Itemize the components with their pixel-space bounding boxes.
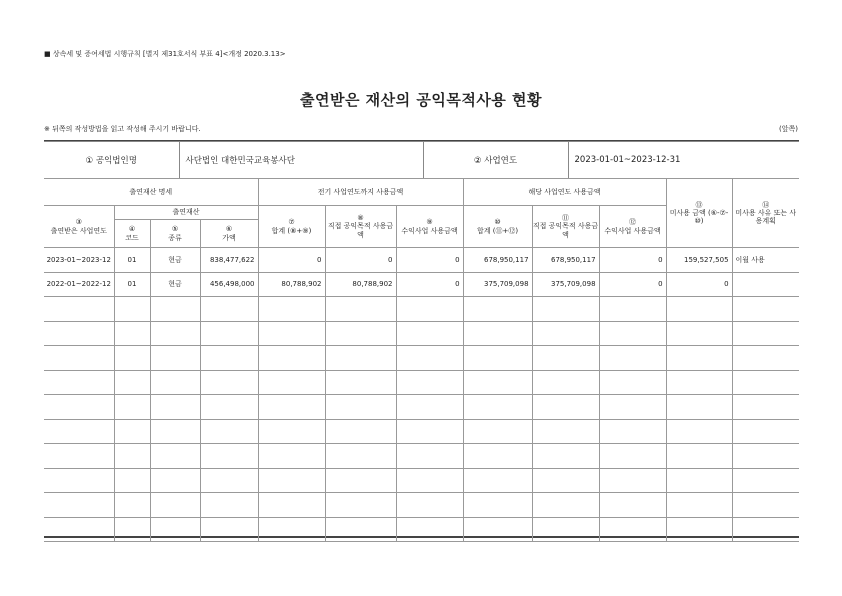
empty-cell xyxy=(114,297,150,322)
empty-cell xyxy=(325,346,396,371)
empty-table-row xyxy=(44,444,799,469)
empty-cell xyxy=(200,444,258,469)
empty-cell xyxy=(200,346,258,371)
prior-profit-cell: 0 xyxy=(396,272,463,297)
empty-cell xyxy=(200,321,258,346)
value-cell: 456,498,000 xyxy=(200,272,258,297)
empty-cell xyxy=(150,419,200,444)
empty-cell xyxy=(396,493,463,518)
empty-cell xyxy=(114,517,150,542)
empty-cell xyxy=(463,370,532,395)
empty-cell xyxy=(258,444,325,469)
empty-cell xyxy=(463,468,532,493)
empty-cell xyxy=(44,370,114,395)
empty-cell xyxy=(150,395,200,420)
empty-cell xyxy=(44,468,114,493)
col5-header xyxy=(150,220,200,248)
empty-cell xyxy=(732,346,799,371)
table-row xyxy=(44,248,799,273)
info-table xyxy=(44,141,799,179)
empty-cell xyxy=(325,419,396,444)
empty-cell xyxy=(732,297,799,322)
empty-cell xyxy=(150,444,200,469)
empty-cell xyxy=(532,370,599,395)
empty-cell xyxy=(732,468,799,493)
empty-cell xyxy=(150,468,200,493)
prior-direct-cell: 80,788,902 xyxy=(325,272,396,297)
unused-reason-cell: 이월 사용 xyxy=(732,248,799,273)
group-donation-header: 출연재산 명세 xyxy=(44,179,258,206)
empty-cell xyxy=(150,517,200,542)
subgroup-property-header: 출연재산 xyxy=(114,206,258,220)
empty-cell xyxy=(396,419,463,444)
empty-cell xyxy=(200,419,258,444)
empty-cell xyxy=(666,493,732,518)
col9-mark: ⑨ xyxy=(426,218,433,227)
business-year-label: ② 사업연도 xyxy=(423,142,568,179)
col6-text: 가액 xyxy=(222,233,236,242)
empty-cell xyxy=(396,370,463,395)
empty-cell xyxy=(666,517,732,542)
empty-cell xyxy=(732,419,799,444)
col11-text: 직접 공익목적 사용금액 xyxy=(532,222,599,239)
col3-header xyxy=(44,206,114,248)
col14-mark: ⑭ xyxy=(762,200,770,209)
current-direct-cell: 375,709,098 xyxy=(532,272,599,297)
col5-text: 종류 xyxy=(168,233,182,242)
empty-cell xyxy=(200,517,258,542)
business-year-value: 2023-01-01~2023-12-31 xyxy=(568,142,799,179)
received-year-cell: 2023-01~2023-12 xyxy=(44,248,114,273)
empty-cell xyxy=(258,493,325,518)
col4-mark: ④ xyxy=(128,225,136,234)
empty-cell xyxy=(666,395,732,420)
empty-cell xyxy=(732,370,799,395)
empty-cell xyxy=(44,297,114,322)
empty-cell xyxy=(200,370,258,395)
col4-header xyxy=(114,220,150,248)
empty-cell xyxy=(532,444,599,469)
current-profit-cell: 0 xyxy=(599,248,666,273)
empty-cell xyxy=(666,297,732,322)
empty-cell xyxy=(732,493,799,518)
empty-cell xyxy=(396,468,463,493)
prior-total-cell: 0 xyxy=(258,248,325,273)
col10-text: 합계 (⑪+⑫) xyxy=(476,226,519,235)
empty-cell xyxy=(114,444,150,469)
empty-cell xyxy=(150,297,200,322)
code-cell: 01 xyxy=(114,272,150,297)
empty-cell xyxy=(150,370,200,395)
group-prior-header: 전기 사업연도까지 사용금액 xyxy=(258,179,463,206)
empty-cell xyxy=(200,468,258,493)
empty-cell xyxy=(396,321,463,346)
col8-header xyxy=(325,206,396,248)
empty-table-row xyxy=(44,370,799,395)
empty-cell xyxy=(666,346,732,371)
empty-cell xyxy=(732,517,799,542)
empty-table-row xyxy=(44,419,799,444)
empty-cell xyxy=(114,493,150,518)
empty-cell xyxy=(732,444,799,469)
group-current-header: 해당 사업연도 사용금액 xyxy=(463,179,666,206)
empty-cell xyxy=(599,419,666,444)
prior-direct-cell: 0 xyxy=(325,248,396,273)
empty-cell xyxy=(325,395,396,420)
empty-cell xyxy=(44,395,114,420)
empty-cell xyxy=(463,419,532,444)
col8-text: 직접 공익목적 사용금액 xyxy=(327,222,394,239)
empty-table-row xyxy=(44,321,799,346)
empty-cell xyxy=(325,370,396,395)
empty-cell xyxy=(44,493,114,518)
empty-cell xyxy=(599,321,666,346)
col7-text: 합계 (⑧+⑨) xyxy=(271,226,312,235)
empty-table-row xyxy=(44,468,799,493)
current-total-cell: 678,950,117 xyxy=(463,248,532,273)
empty-cell xyxy=(532,346,599,371)
col6-header xyxy=(200,220,258,248)
empty-cell xyxy=(150,346,200,371)
empty-cell xyxy=(44,419,114,444)
col4-text: 코드 xyxy=(125,233,139,242)
col11-header xyxy=(532,206,599,248)
code-cell: 01 xyxy=(114,248,150,273)
empty-cell xyxy=(44,444,114,469)
empty-cell xyxy=(463,297,532,322)
col12-text: 수익사업 사용금액 xyxy=(604,226,661,235)
col9-text: 수익사업 사용금액 xyxy=(401,226,458,235)
col10-header xyxy=(463,206,532,248)
empty-cell xyxy=(258,419,325,444)
empty-cell xyxy=(114,395,150,420)
empty-cell xyxy=(114,346,150,371)
table-row xyxy=(44,272,799,297)
corp-name-label: ① 공익법인명 xyxy=(44,142,179,179)
empty-cell xyxy=(114,419,150,444)
empty-cell xyxy=(258,517,325,542)
empty-cell xyxy=(150,321,200,346)
col3-mark: ③ xyxy=(75,218,82,227)
empty-cell xyxy=(732,395,799,420)
empty-cell xyxy=(532,468,599,493)
empty-cell xyxy=(258,370,325,395)
col13-text: 미사용 금액 (⑥-⑦-⑩) xyxy=(669,208,729,226)
empty-cell xyxy=(463,346,532,371)
empty-cell xyxy=(396,395,463,420)
instruction-note: ※ 뒤쪽의 작성방법을 읽고 작성해 주시기 바랍니다. xyxy=(44,125,201,133)
current-direct-cell: 678,950,117 xyxy=(532,248,599,273)
empty-cell xyxy=(200,493,258,518)
empty-cell xyxy=(258,321,325,346)
unused-amount-cell: 159,527,505 xyxy=(666,248,732,273)
empty-table-row xyxy=(44,517,799,542)
current-profit-cell: 0 xyxy=(599,272,666,297)
kind-cell: 현금 xyxy=(150,248,200,273)
empty-table-row xyxy=(44,493,799,518)
empty-cell xyxy=(44,346,114,371)
empty-cell xyxy=(44,517,114,542)
page-title: 출연받은 재산의 공익목적사용 현황 xyxy=(299,91,543,109)
empty-cell xyxy=(463,395,532,420)
col10-mark: ⑩ xyxy=(494,218,501,227)
col12-mark: ⑫ xyxy=(629,218,637,227)
empty-cell xyxy=(258,395,325,420)
prior-total-cell: 80,788,902 xyxy=(258,272,325,297)
col7-mark: ⑦ xyxy=(288,218,295,227)
corp-name-value: 사단법인 대한민국교육봉사단 xyxy=(179,142,423,179)
empty-cell xyxy=(325,468,396,493)
empty-cell xyxy=(396,517,463,542)
received-year-cell: 2022-01~2022-12 xyxy=(44,272,114,297)
empty-cell xyxy=(258,346,325,371)
empty-cell xyxy=(150,493,200,518)
empty-cell xyxy=(666,468,732,493)
empty-cell xyxy=(599,395,666,420)
empty-cell xyxy=(666,419,732,444)
col12-header xyxy=(599,206,666,248)
empty-cell xyxy=(325,493,396,518)
empty-table-row xyxy=(44,297,799,322)
col6-mark: ⑥ xyxy=(225,225,233,234)
empty-cell xyxy=(532,395,599,420)
empty-cell xyxy=(463,493,532,518)
empty-cell xyxy=(258,297,325,322)
empty-cell xyxy=(666,370,732,395)
empty-cell xyxy=(114,321,150,346)
unused-amount-cell: 0 xyxy=(666,272,732,297)
empty-cell xyxy=(396,297,463,322)
empty-cell xyxy=(732,321,799,346)
empty-cell xyxy=(599,346,666,371)
col13-mark: ⑬ xyxy=(695,200,703,209)
col5-mark: ⑤ xyxy=(171,225,179,234)
unused-reason-cell xyxy=(732,272,799,297)
empty-cell xyxy=(532,321,599,346)
empty-cell xyxy=(532,517,599,542)
col13-header xyxy=(666,179,732,248)
col9-header xyxy=(396,206,463,248)
empty-table-row xyxy=(44,346,799,371)
empty-table-row xyxy=(44,395,799,420)
form-reference: ■ 상속세 및 증여세법 시행규칙 [별지 제31호서식 부표 4]<개정 2020.3.13> xyxy=(44,50,286,58)
col3-text: 출연받은 사업연도 xyxy=(50,226,107,235)
empty-cell xyxy=(532,419,599,444)
empty-cell xyxy=(114,370,150,395)
empty-cell xyxy=(44,321,114,346)
empty-cell xyxy=(532,493,599,518)
empty-cell xyxy=(325,297,396,322)
prior-profit-cell: 0 xyxy=(396,248,463,273)
empty-cell xyxy=(396,444,463,469)
empty-cell xyxy=(463,517,532,542)
empty-cell xyxy=(599,370,666,395)
empty-cell xyxy=(200,395,258,420)
col7-header xyxy=(258,206,325,248)
empty-cell xyxy=(599,444,666,469)
empty-cell xyxy=(200,297,258,322)
empty-cell xyxy=(666,321,732,346)
col14-header xyxy=(732,179,799,248)
side-label: (앞쪽) xyxy=(779,125,798,133)
empty-cell xyxy=(599,468,666,493)
empty-cell xyxy=(325,321,396,346)
usage-table xyxy=(44,178,799,542)
empty-cell xyxy=(325,517,396,542)
empty-cell xyxy=(599,297,666,322)
col11-mark: ⑪ xyxy=(562,214,570,223)
empty-cell xyxy=(599,517,666,542)
empty-cell xyxy=(258,468,325,493)
empty-cell xyxy=(599,493,666,518)
empty-cell xyxy=(325,444,396,469)
value-cell: 838,477,622 xyxy=(200,248,258,273)
kind-cell: 현금 xyxy=(150,272,200,297)
empty-cell xyxy=(463,444,532,469)
empty-cell xyxy=(463,321,532,346)
empty-cell xyxy=(532,297,599,322)
col8-mark: ⑧ xyxy=(357,214,364,223)
empty-cell xyxy=(666,444,732,469)
col14-text: 미사용 사유 또는 사용계획 xyxy=(735,208,797,226)
empty-cell xyxy=(114,468,150,493)
current-total-cell: 375,709,098 xyxy=(463,272,532,297)
empty-cell xyxy=(396,346,463,371)
